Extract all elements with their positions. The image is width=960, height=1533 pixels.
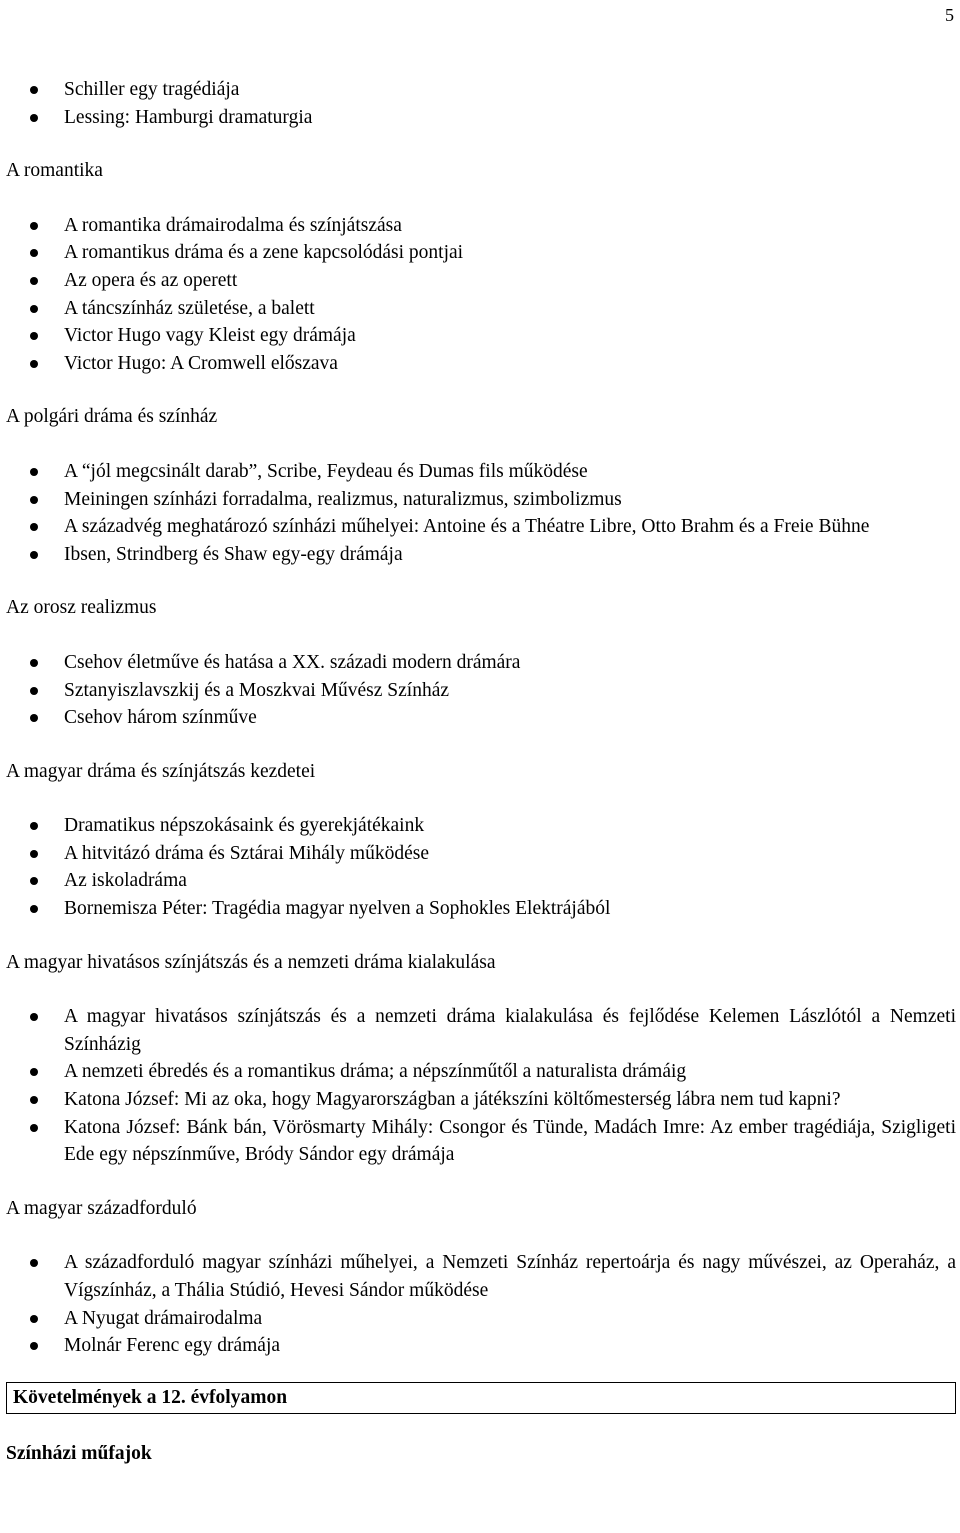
list-item: Meiningen színházi forradalma, realizmus, naturalizmus, szimbolizmus	[6, 486, 956, 514]
list-item: A századforduló magyar színházi műhelyei, a Nemzeti Színház repertoárja és nagy művészei, az Operaház, a Vígszínház, a Thália Stúdió, Hevesi Sándor működése	[6, 1249, 956, 1304]
section-heading-orosz: Az orosz realizmus	[6, 597, 157, 619]
magyar-kezdetei-list	[6, 812, 956, 922]
section-heading-romantika: A romantika	[6, 160, 103, 182]
list-item: A hitvitázó dráma és Sztárai Mihály működése	[6, 840, 956, 868]
list-item: Csehov három színműve	[6, 704, 956, 732]
romantika-list	[6, 212, 956, 378]
list-item: Katona József: Mi az oka, hogy Magyarországban a játékszíni költőmesterség lábra nem tud kapni?	[6, 1086, 956, 1114]
list-item: A századvég meghatározó színházi műhelyei: Antoine és a Théatre Libre, Otto Brahm és a Freie Bühne	[6, 513, 956, 541]
section-heading-magyar-kezdetei: A magyar dráma és színjátszás kezdetei	[6, 760, 316, 782]
list-item: Csehov életműve és hatása a XX. századi modern drámára	[6, 649, 956, 677]
list-item: Bornemisza Péter: Tragédia magyar nyelven a Sophokles Elektrájából	[6, 895, 956, 923]
szazadfordulo-list	[6, 1249, 956, 1359]
list-item: A magyar hivatásos színjátszás és a nemzeti dráma kialakulása és fejlődése Kelemen Lászlótól a Nemzeti Színházig	[6, 1003, 956, 1058]
list-item: Ibsen, Strindberg és Shaw egy-egy drámája	[6, 541, 956, 569]
polgari-list	[6, 458, 956, 568]
list-item: Katona József: Bánk bán, Vörösmarty Mihály: Csongor és Tünde, Madách Imre: Az ember tragédiája, Szigligeti Ede egy népszínműve, Bródy Sándor egy drámája	[6, 1114, 956, 1169]
list-item: A nemzeti ébredés és a romantikus dráma; a népszínműtől a naturalista drámáig	[6, 1058, 956, 1086]
list-item: Lessing: Hamburgi dramaturgia	[6, 104, 956, 132]
page-number: 5	[945, 5, 954, 25]
intro-list	[6, 76, 956, 131]
hivatasos-list	[6, 1003, 956, 1169]
list-item: Victor Hugo vagy Kleist egy drámája	[6, 322, 956, 350]
list-item: A táncszínház születése, a balett	[6, 295, 956, 323]
list-item: A romantika drámairodalma és színjátszása	[6, 212, 956, 240]
section-heading-mufajok: Színházi műfajok	[6, 1442, 152, 1464]
list-item: Schiller egy tragédiája	[6, 76, 956, 104]
list-item: A Nyugat drámairodalma	[6, 1305, 956, 1333]
list-item: A romantikus dráma és a zene kapcsolódási pontjai	[6, 239, 956, 267]
document-body	[6, 76, 956, 1467]
section-heading-polgari: A polgári dráma és színház	[6, 406, 218, 428]
section-heading-szazadfordulo: A magyar századforduló	[6, 1197, 197, 1219]
list-item: Molnár Ferenc egy drámája	[6, 1332, 956, 1360]
list-item: Az opera és az operett	[6, 267, 956, 295]
list-item: Victor Hugo: A Cromwell előszava	[6, 350, 956, 378]
section-heading-hivatasos: A magyar hivatásos színjátszás és a nemzeti dráma kialakulása	[6, 951, 496, 973]
orosz-list	[6, 649, 956, 732]
list-item: A “jól megcsinált darab”, Scribe, Feydeau és Dumas fils működése	[6, 458, 956, 486]
list-item: Az iskoladráma	[6, 867, 956, 895]
requirements-heading-box: Követelmények a 12. évfolyamon	[6, 1382, 956, 1414]
list-item: Dramatikus népszokásaink és gyerekjátékaink	[6, 812, 956, 840]
list-item: Sztanyiszlavszkij és a Moszkvai Művész Színház	[6, 677, 956, 705]
